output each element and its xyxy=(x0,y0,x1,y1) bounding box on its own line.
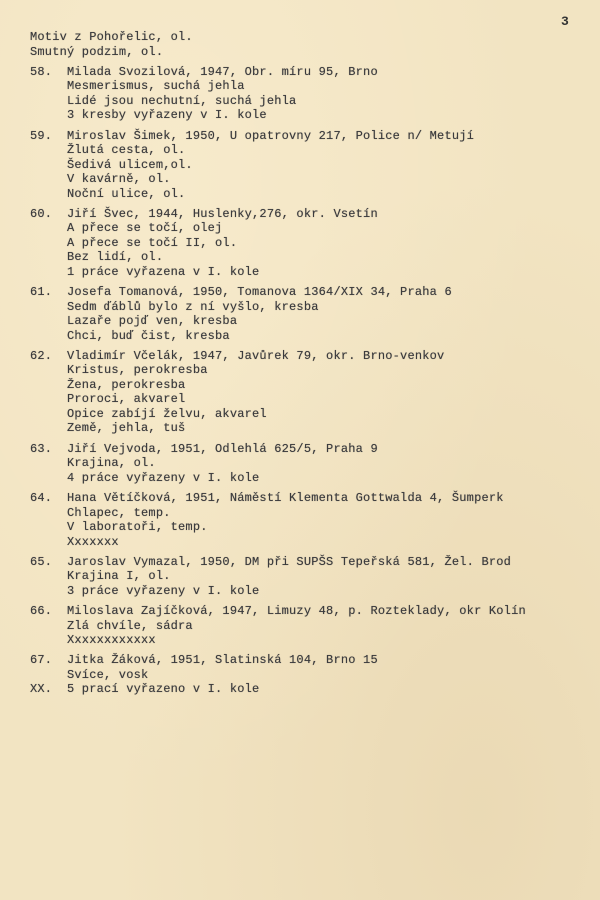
artwork-line: Chci, buď čist, kresba xyxy=(67,328,230,343)
artwork-line: Šedivá ulicem,ol. xyxy=(67,157,193,172)
entry-number: 65. xyxy=(30,554,53,569)
entry-number: 63. xyxy=(30,441,53,456)
artwork-line: Zlá chvíle, sádra xyxy=(67,618,193,633)
entry-author-line: Miroslav Šimek, 1950, U opatrovny 217, Police n/ Metují xyxy=(67,128,475,143)
entry-number: XX. xyxy=(30,682,53,697)
entry-67 xyxy=(30,653,585,682)
note-line: 5 prací vyřazeno v I. kole xyxy=(67,682,260,697)
intro-line: Motiv z Pohořelic, ol. xyxy=(30,30,193,44)
entry-60 xyxy=(30,207,585,280)
artwork-line: A přece se točí II, ol. xyxy=(67,235,238,250)
entry-author-line: Jiří Vejvoda, 1951, Odlehlá 625/5, Praha 9 xyxy=(67,441,378,456)
artwork-line: Lazaře pojď ven, kresba xyxy=(67,314,238,329)
artwork-line: Mesmerismus, suchá jehla xyxy=(67,79,245,94)
entry-65 xyxy=(30,555,585,599)
entry-63 xyxy=(30,442,585,486)
note-line: 1 práce vyřazena v I. kole xyxy=(67,264,260,279)
entry-author-line: Jiří Švec, 1944, Huslenky,276, okr. Vsetín xyxy=(67,206,378,221)
entry-number: 60. xyxy=(30,206,53,221)
entry-number: 59. xyxy=(30,128,53,143)
entry-number: 62. xyxy=(30,348,53,363)
artwork-line: Žlutá cesta, ol. xyxy=(67,143,186,158)
entry-author-line: Vladimír Včelák, 1947, Javůrek 79, okr. Brno-venkov xyxy=(67,348,445,363)
typed-text-block xyxy=(30,30,585,697)
entry-author-line: Hana Větíčková, 1951, Náměstí Klementa Gottwalda 4, Šumperk xyxy=(67,491,504,506)
entry-66 xyxy=(30,604,585,648)
entry-number: 67. xyxy=(30,653,53,668)
struck-out-line: Xxxxxxx xyxy=(67,534,119,549)
entry-struck xyxy=(30,682,585,697)
artwork-line: Krajina, ol. xyxy=(67,456,156,471)
artwork-line: Noční ulice, ol. xyxy=(67,186,186,201)
intro-line: Smutný podzim, ol. xyxy=(30,44,164,59)
artwork-line: Sedm ďáblů bylo z ní vyšlo, kresba xyxy=(67,299,319,314)
artwork-line: Opice zabíjí želvu, akvarel xyxy=(67,406,267,421)
entry-61 xyxy=(30,285,585,343)
entry-author-line: Jitka Žáková, 1951, Slatinská 104, Brno 15 xyxy=(67,653,378,668)
entry-number: 64. xyxy=(30,491,53,506)
note-line: 3 práce vyřazeny v I. kole xyxy=(67,583,260,598)
entry-64 xyxy=(30,491,585,549)
entry-author-line: Milada Svozilová, 1947, Obr. míru 95, Brno xyxy=(67,64,378,79)
artwork-line: Chlapec, temp. xyxy=(67,505,171,520)
artwork-line: Lidé jsou nechutní, suchá jehla xyxy=(67,93,297,108)
artwork-line: Země, jehla, tuš xyxy=(67,421,186,436)
entry-author-line: Miloslava Zajíčková, 1947, Limuzy 48, p. Rozteklady, okr Kolín xyxy=(67,604,526,619)
artwork-line: V kavárně, ol. xyxy=(67,172,171,187)
artwork-line: Bez lidí, ol. xyxy=(67,250,164,265)
artwork-line: Kristus, perokresba xyxy=(67,363,208,378)
artwork-line: Svíce, vosk xyxy=(67,667,149,682)
struck-out-line: Xxxxxxxxxxxx xyxy=(67,633,156,648)
entry-62 xyxy=(30,349,585,436)
entry-number: 66. xyxy=(30,604,53,619)
artwork-line: A přece se točí, olej xyxy=(67,221,223,236)
note-line: 4 práce vyřazeny v I. kole xyxy=(67,470,260,485)
entry-58 xyxy=(30,65,585,123)
page-number: 3 xyxy=(561,14,569,29)
note-line: 3 kresby vyřazeny v I. kole xyxy=(67,108,267,123)
artwork-line: Žena, perokresba xyxy=(67,377,186,392)
entry-author-line: Jaroslav Vymazal, 1950, DM při SUPŠS Tepeřská 581, Žel. Brod xyxy=(67,554,512,569)
artwork-line: Proroci, akvarel xyxy=(67,392,186,407)
entry-number: 61. xyxy=(30,285,53,300)
entry-author-line: Josefa Tomanová, 1950, Tomanova 1364/XIX 34, Praha 6 xyxy=(67,285,452,300)
artwork-line: Krajina I, ol. xyxy=(67,569,171,584)
entry-59 xyxy=(30,129,585,202)
artwork-line: V laboratoři, temp. xyxy=(67,520,208,535)
entry-number: 58. xyxy=(30,64,53,79)
